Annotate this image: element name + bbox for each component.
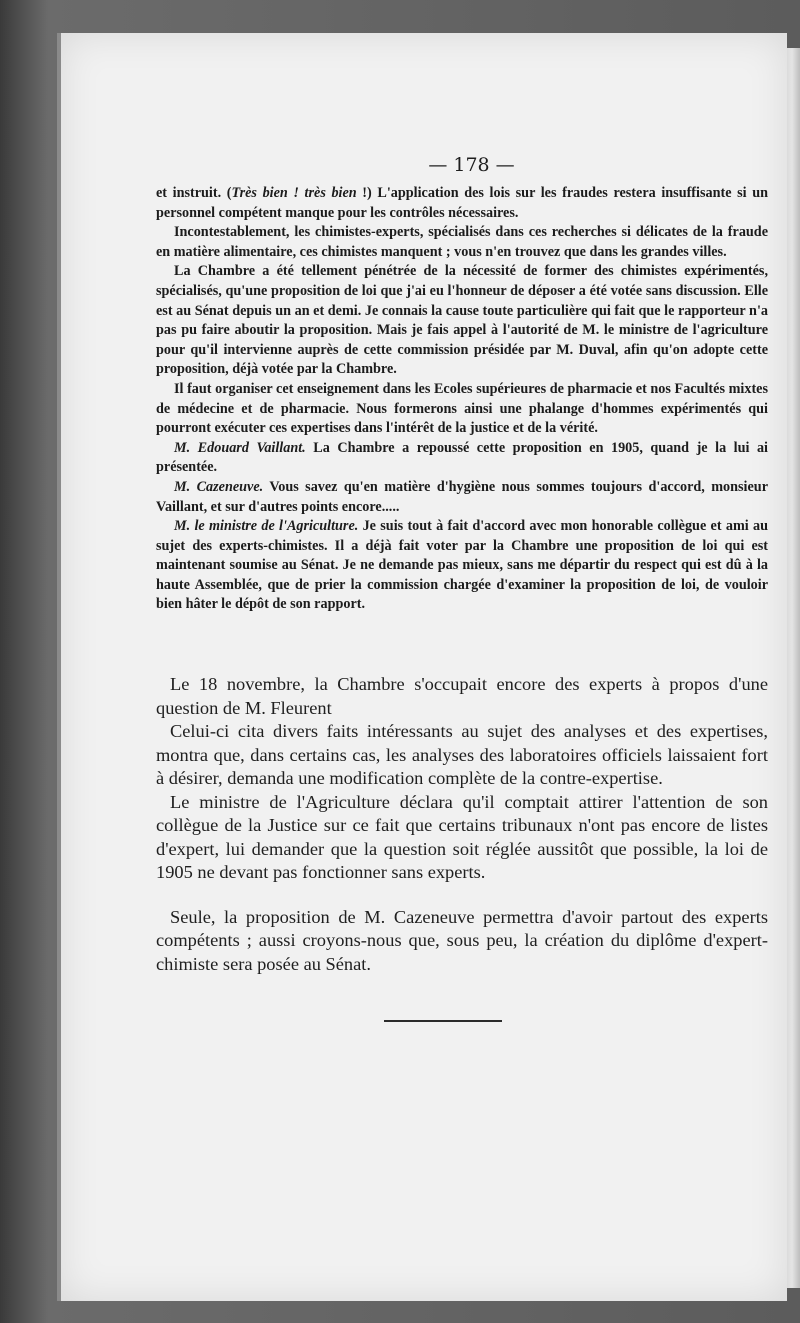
quoted-paragraph (156, 439, 768, 478)
quoted-paragraph (156, 517, 768, 615)
book-page (57, 33, 787, 1301)
quoted-paragraph (156, 380, 768, 439)
quoted-paragraph (156, 223, 768, 262)
paragraph-text: Il faut organiser cet enseignement dans les Ecoles supérieures de pharmacie et nos Facultés mixtes de médecine et de pharmacie. Nous formerons ainsi une phalange d'hommes expérimentés qui pourront exécuter ces expertises dans l'intérêt de la justice et de la vérité. (156, 380, 768, 437)
speaker-or-emphasis: M. le ministre de l'Agriculture. (174, 518, 359, 535)
paragraph-text: Vous savez qu'en matière d'hygiène nous sommes toujours d'accord, monsieur Vaillant, et sur d'autres points encore..... (156, 478, 768, 515)
paragraph-text: et instruit. ( (156, 185, 232, 201)
quoted-paragraph (156, 262, 768, 380)
paragraph-text: Je suis tout à fait d'accord avec mon honorable collègue et ami au sujet des experts-chimistes. Il a déjà fait voter par la Chambre une proposition de loi qui est maintenant soumise au Sénat. Je ne demande pas mieux, sans me départir du respect qui est dû à la haute Assemblée, que de prier la commission chargée d'examiner la proposition de loi, de vouloir bien hâter le dépôt de son rapport. (156, 518, 768, 613)
speaker-or-emphasis: Très bien ! très bien (231, 185, 357, 201)
quoted-paragraph (156, 478, 768, 517)
paragraph-text: !) L'application des lois sur les fraudes restera insuffisante si un personnel compétent manque pour les contrôles nécessaires. (156, 185, 768, 221)
narrative-paragraph: Seule, la proposition de M. Cazeneuve permettra d'avoir partout des experts compétents ; aussi croyons-nous que, sous peu, la création du diplôme d'expert-chimiste sera posée au Sénat. (156, 906, 768, 974)
paragraph-text: Incontestablement, les chimistes-experts, spécialisés dans ces recherches si délicates de la fraude en matière alimentaire, ces chimistes manquent ; vous n'en trouvez que dans les grandes villes. (156, 224, 768, 260)
quoted-paragraph (156, 184, 768, 223)
narrative-text (156, 673, 768, 976)
page-number: — 178 — (428, 154, 515, 176)
narrative-paragraph: Le ministre de l'Agriculture déclara qu'il comptait attirer l'attention de son collègue de la Justice sur ce fait que certains tribunaux n'ont pas encore de listes d'expert, lui demander que la question soit réglée aussitôt que possible, la loi de 1905 ne devant pas fonctionner sans experts. (156, 791, 768, 882)
speaker-or-emphasis: M. Edouard Vaillant. (174, 439, 306, 456)
section-rule (384, 1020, 502, 1022)
quoted-debate-excerpt (156, 184, 768, 615)
narrative-paragraph: Celui-ci cita divers faits intéressants au sujet des analyses et des expertises, montra que, dans certains cas, les analyses des laboratoires officiels laissaient fort à désirer, demanda une modification complète de la contre-expertise. (156, 721, 768, 788)
narrative-paragraph: Le 18 novembre, la Chambre s'occupait encore des experts à propos d'une question de M. Fleurent (156, 674, 768, 718)
paragraph-text: La Chambre a repoussé cette proposition en 1905, quand je la lui ai présentée. (156, 439, 768, 476)
paragraph-text: La Chambre a été tellement pénétrée de la nécessité de former des chimistes expérimentés, spécialisés, qu'une proposition de loi que j'ai eu l'honneur de déposer a été votée sans discussion. Elle est au Sénat depuis un an et demi. Je connais la cause toute particulière qui fait que le rapporteur n'a pas pu faire aboutir la proposition. Mais je fais appel à l'autorité de M. le ministre de l'agriculture pour qu'il intervienne auprès de cette commission présidée par M. Duval, afin qu'on adopte cette proposition, déjà votée par la Chambre. (156, 263, 768, 378)
speaker-or-emphasis: M. Cazeneuve. (174, 478, 264, 495)
